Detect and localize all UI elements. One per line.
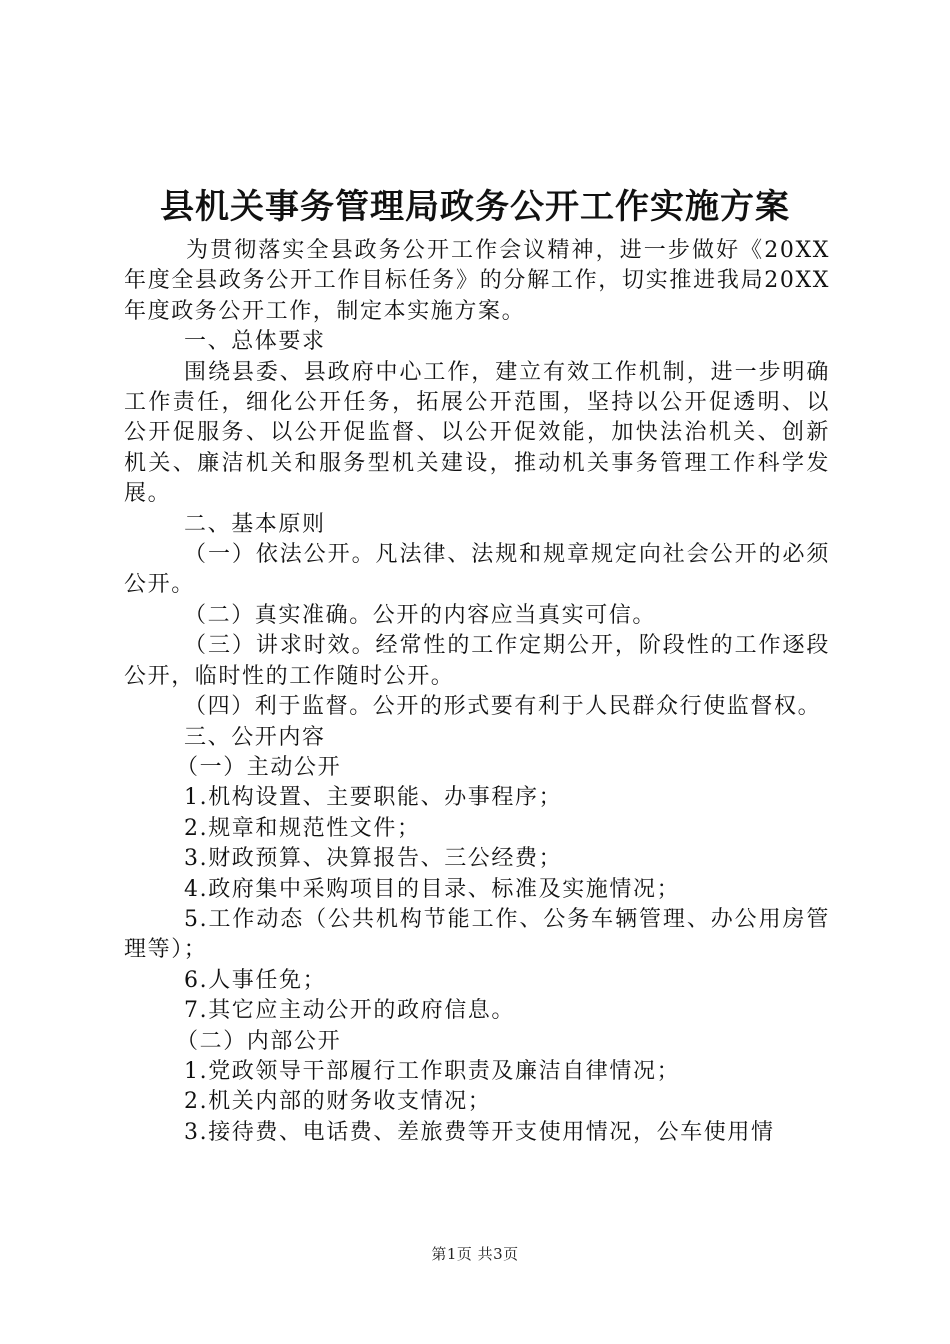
paragraph: 5.工作动态（公共机构节能工作、公务车辆管理、办公用房管理等）； bbox=[124, 906, 830, 963]
paragraph: 三、公开内容 bbox=[184, 724, 326, 750]
paragraph: 1.机构设置、主要职能、办事程序； bbox=[184, 785, 563, 811]
paragraph: 6.人事任免； bbox=[184, 967, 327, 993]
paragraph: 二、基本原则 bbox=[184, 511, 326, 537]
paragraph: 为贯彻落实全县政务公开工作会议精神，进一步做好《20XX年度全县政务公开工作目标任务》的分解工作，切实推进我局20XX年度政务公开工作，制定本实施方案。 bbox=[124, 238, 830, 324]
document-title: 县机关事务管理局政务公开工作实施方案 bbox=[160, 187, 790, 227]
paragraph: （一）依法公开。凡法律、法规和规章规定向社会公开的必须公开。 bbox=[124, 542, 830, 598]
document-body bbox=[124, 236, 830, 1148]
paragraph: 1.党政领导干部履行工作职责及廉洁自律情况； bbox=[184, 1058, 681, 1084]
paragraph: 4.政府集中采购项目的目录、标准及实施情况； bbox=[184, 876, 681, 902]
page-footer: 第1页 共3页 bbox=[431, 1245, 519, 1263]
paragraph: （二）内部公开 bbox=[176, 1028, 342, 1054]
paragraph: 3.财政预算、决算报告、三公经费； bbox=[184, 846, 563, 872]
paragraph: （一）主动公开 bbox=[176, 754, 342, 780]
paragraph: （四）利于监督。公开的形式要有利于人民群众行使监督权。 bbox=[184, 694, 822, 720]
paragraph: （三）讲求时效。经常性的工作定期公开，阶段性的工作逐段公开，临时性的工作随时公开。 bbox=[124, 633, 830, 689]
paragraph: 一、总体要求 bbox=[184, 329, 326, 355]
paragraph: 7.其它应主动公开的政府信息。 bbox=[184, 998, 515, 1024]
paragraph: 2.机关内部的财务收支情况； bbox=[184, 1089, 492, 1115]
paragraph: 2.规章和规范性文件； bbox=[184, 815, 421, 841]
paragraph: 围绕县委、县政府中心工作，建立有效工作机制，进一步明确工作责任，细化公开任务，拓展公开范围，坚持以公开促透明、以公开促服务、以公开促监督、以公开促效能，加快法治机关、创新机关、廉洁机关和服务型机关建设，推动机关事务管理工作科学发展。 bbox=[124, 359, 830, 507]
paragraph: 3.接待费、电话费、差旅费等开支使用情况，公车使用情 bbox=[184, 1119, 775, 1145]
paragraph: （二）真实准确。公开的内容应当真实可信。 bbox=[184, 602, 657, 628]
